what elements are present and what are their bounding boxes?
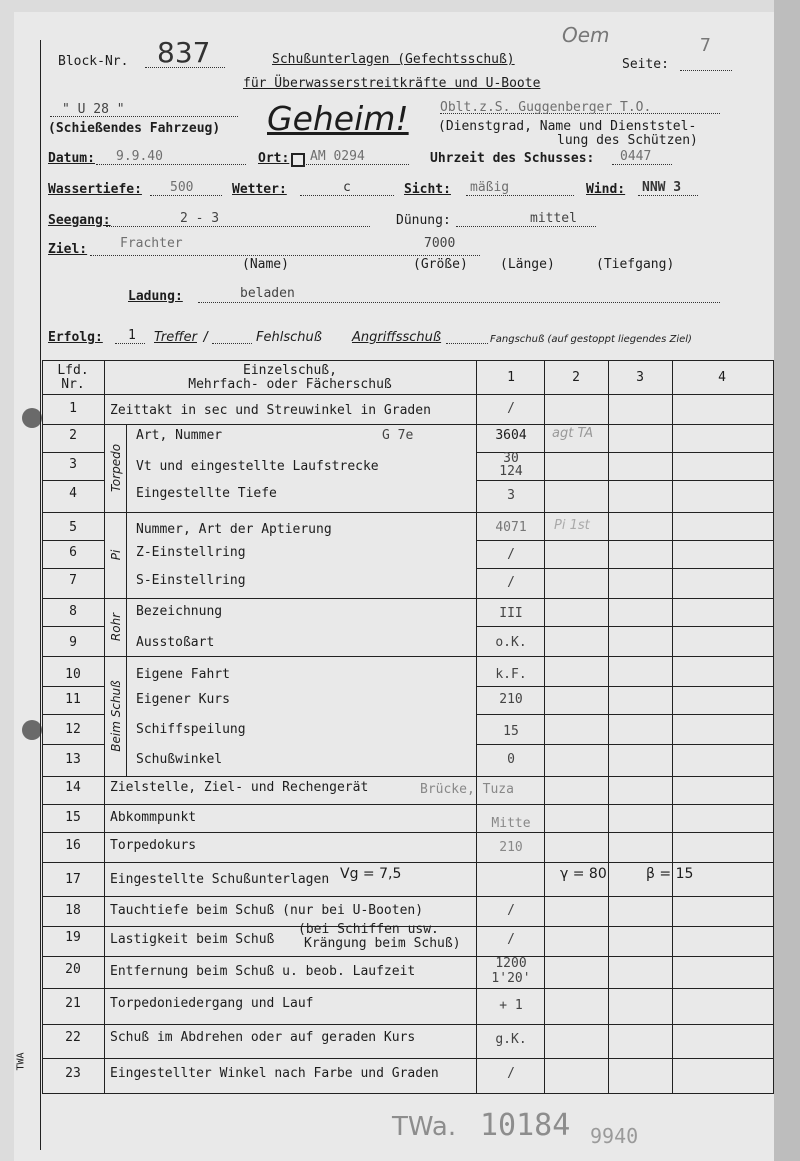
row-4-nr: 4 xyxy=(69,486,77,501)
hit-label: Treffer xyxy=(154,330,197,345)
col-head-4: 4 xyxy=(718,370,726,385)
wind-value: NNW 3 xyxy=(642,180,682,195)
row-21-value: + 1 xyxy=(499,998,523,1013)
row-8-value: III xyxy=(499,606,523,621)
location-value: AM 0294 xyxy=(310,149,365,164)
row-5-label: Nummer, Art der Aptierung xyxy=(136,522,332,537)
row-6-nr: 6 xyxy=(69,545,77,560)
row-7-nr: 7 xyxy=(69,573,77,588)
row-2-value-2: agt TA xyxy=(552,426,594,441)
col-head-3: 3 xyxy=(636,370,644,385)
col-head-1: 1 xyxy=(507,370,515,385)
row-2-label: Art, Nummer xyxy=(136,428,223,443)
row-10-nr: 10 xyxy=(65,667,81,682)
row-23-label: Eingestellter Winkel nach Farbe und Graden xyxy=(110,1066,439,1081)
row-7-value: / xyxy=(507,575,515,590)
row-5-value-2: Pi 1st xyxy=(554,518,590,533)
row-17-gamma: γ = 80 xyxy=(560,866,607,882)
size-caption: (Größe) xyxy=(413,257,468,272)
row-15-value: Mitte xyxy=(491,816,531,831)
row-21-nr: 21 xyxy=(65,996,81,1011)
location-label: Ort: xyxy=(258,151,290,166)
row-20-label: Entfernung beim Schuß u. beob. Laufzeit xyxy=(110,964,416,979)
row-1-label: Zeittakt in sec und Streuwinkel in Graden xyxy=(110,403,431,418)
target-value: Frachter xyxy=(120,236,183,251)
row-16-value: 210 xyxy=(499,840,523,855)
slash-mark: / xyxy=(202,330,210,345)
row-16-nr: 16 xyxy=(65,838,81,853)
form-title: Schußunterlagen (Gefechtsschuß) xyxy=(272,52,515,67)
row-9-nr: 9 xyxy=(69,635,77,650)
group-pi: Pi xyxy=(109,549,123,561)
miss-label: Fehlschuß xyxy=(256,330,322,345)
row-11-nr: 11 xyxy=(65,692,81,707)
row-13-nr: 13 xyxy=(65,752,81,767)
group-torpedo: Torpedo xyxy=(109,443,123,493)
secret-stamp: Geheim! xyxy=(267,99,409,138)
row-13-value: 0 xyxy=(507,752,515,767)
row-1-value: / xyxy=(507,401,515,416)
time-value: 0447 xyxy=(620,149,652,164)
row-19-note-b: Krängung beim Schuß) xyxy=(304,936,461,951)
handwritten-mark: Oem xyxy=(562,23,610,47)
length-caption: (Länge) xyxy=(500,257,555,272)
row-21-label: Torpedoniedergang und Lauf xyxy=(110,996,314,1011)
row-18-value: / xyxy=(507,903,515,918)
target-label: Ziel: xyxy=(48,242,88,257)
row-19-label: Lastigkeit beim Schuß xyxy=(110,932,275,947)
catch-shot-label: Fangschuß (auf gestoppt liegendes Ziel) xyxy=(490,334,692,345)
archive-suffix: 9940 xyxy=(590,1124,639,1148)
row-14-label: Zielstelle, Ziel- und Rechengerät xyxy=(110,780,369,795)
row-8-label: Bezeichnung xyxy=(136,604,223,619)
success-label: Erfolg: xyxy=(48,330,103,345)
row-12-value: 15 xyxy=(503,724,519,739)
col-head-lfd: Lfd. xyxy=(57,363,89,378)
row-18-nr: 18 xyxy=(65,903,81,918)
date-label: Datum: xyxy=(48,151,95,166)
shooter-caption-1: (Dienstgrad, Name und Dienststel- xyxy=(438,119,697,134)
name-caption: (Name) xyxy=(242,257,289,272)
row-23-nr: 23 xyxy=(65,1066,81,1081)
swell-value: mittel xyxy=(530,211,577,226)
row-20-value-a: 1200 xyxy=(495,956,527,971)
row-9-label: Ausstoßart xyxy=(136,635,215,650)
row-3-nr: 3 xyxy=(69,457,77,472)
row-20-nr: 20 xyxy=(65,962,81,977)
wind-label: Wind: xyxy=(586,182,626,197)
margin-note: TWA xyxy=(15,1052,27,1071)
row-15-nr: 15 xyxy=(65,810,81,825)
row-3-label: Vt und eingestellte Laufstrecke xyxy=(136,459,379,474)
archive-prefix: TWa. xyxy=(392,1112,457,1142)
depth-label: Wassertiefe: xyxy=(48,182,142,197)
cargo-value: beladen xyxy=(240,286,295,301)
col-head-nr: Nr. xyxy=(61,377,85,392)
row-4-label: Eingestellte Tiefe xyxy=(136,486,277,501)
shooter-value: Oblt.z.S. Guggenberger T.O. xyxy=(440,100,652,115)
page-number: 7 xyxy=(700,35,711,56)
row-11-label: Eigener Kurs xyxy=(136,692,230,707)
row-17-beta: β = 15 xyxy=(646,866,694,882)
grid-square-icon xyxy=(291,153,305,167)
block-nr-label: Block-Nr. xyxy=(58,54,129,69)
punch-hole-top xyxy=(22,408,42,428)
row-2-nr: 2 xyxy=(69,428,77,443)
row-8-nr: 8 xyxy=(69,604,77,619)
row-1-nr: 1 xyxy=(69,401,77,416)
col-head-single-shot: Einzelschuß, xyxy=(243,363,337,378)
row-10-value: k.F. xyxy=(495,667,527,682)
row-22-nr: 22 xyxy=(65,1030,81,1045)
row-6-label: Z-Einstellring xyxy=(136,545,246,560)
block-number: 837 xyxy=(157,36,211,69)
draft-caption: (Tiefgang) xyxy=(596,257,675,272)
page-edge xyxy=(774,0,800,1161)
row-15-label: Abkommpunkt xyxy=(110,810,197,825)
col-head-2: 2 xyxy=(572,370,580,385)
row-18-label: Tauchtiefe beim Schuß (nur bei U-Booten) xyxy=(110,903,424,918)
attack-shot-label: Angriffsschuß xyxy=(352,330,442,345)
row-12-nr: 12 xyxy=(65,722,81,737)
row-22-label: Schuß im Abdrehen oder auf geraden Kurs xyxy=(110,1030,416,1045)
row-5-value: 4071 xyxy=(495,520,527,535)
row-3-value-b: 124 xyxy=(499,464,523,479)
row-6-value: / xyxy=(507,547,515,562)
group-rohr: Rohr xyxy=(109,612,123,642)
row-14-nr: 14 xyxy=(65,780,81,795)
row-14-value: Brücke, Tuza xyxy=(420,782,514,797)
row-19-note-a: (bei Schiffen usw. xyxy=(298,922,439,937)
target-size-value: 7000 xyxy=(424,236,456,251)
row-19-value: / xyxy=(507,932,515,947)
weather-label: Wetter: xyxy=(232,182,287,197)
row-13-label: Schußwinkel xyxy=(136,752,223,767)
visibility-label: Sicht: xyxy=(404,182,451,197)
row-5-nr: 5 xyxy=(69,520,77,535)
row-17-label: Eingestellte Schußunterlagen xyxy=(110,872,330,887)
swell-label: Dünung: xyxy=(396,213,451,228)
row-7-label: S-Einstellring xyxy=(136,573,246,588)
vessel-caption: (Schießendes Fahrzeug) xyxy=(48,121,221,136)
visibility-value: mäßig xyxy=(470,180,510,195)
cargo-label: Ladung: xyxy=(128,289,183,304)
hits-count: 1 xyxy=(128,328,136,343)
row-17-vg: Vg = 7,5 xyxy=(340,866,402,882)
depth-value: 500 xyxy=(170,180,194,195)
margin-line xyxy=(40,40,41,1150)
row-19-nr: 19 xyxy=(65,930,81,945)
time-label: Uhrzeit des Schusses: xyxy=(430,151,595,166)
shot-table xyxy=(42,360,774,1094)
row-10-label: Eigene Fahrt xyxy=(136,667,230,682)
row-17-nr: 17 xyxy=(65,872,81,887)
weather-value: c xyxy=(343,180,351,195)
row-2-value: 3604 xyxy=(495,428,527,443)
punch-hole-bottom xyxy=(22,720,42,740)
row-20-value-b: 1'20' xyxy=(491,971,531,986)
row-9-value: o.K. xyxy=(495,635,527,650)
date-value: 9.9.40 xyxy=(116,149,163,164)
col-head-multi-shot: Mehrfach- oder Fächerschuß xyxy=(188,377,392,392)
row-22-value: g.K. xyxy=(495,1032,527,1047)
sea-value: 2 - 3 xyxy=(180,211,220,226)
row-23-value: / xyxy=(507,1066,515,1081)
shooter-caption-2: lung des Schützen) xyxy=(557,133,698,148)
row-11-value: 210 xyxy=(499,692,523,707)
row-12-label: Schiffspeilung xyxy=(136,722,246,737)
group-beim-schuss: Beim Schuß xyxy=(109,680,123,752)
row-2-note: G 7e xyxy=(382,428,414,443)
form-subtitle: für Überwasserstreitkräfte und U-Boote xyxy=(243,76,541,91)
row-3-value-a: 30 xyxy=(503,451,519,466)
sea-label: Seegang: xyxy=(48,213,111,228)
archive-number: 10184 xyxy=(480,1108,571,1143)
page-label: Seite: xyxy=(622,57,669,72)
vessel-value: " U 28 " xyxy=(62,102,125,117)
row-16-label: Torpedokurs xyxy=(110,838,197,853)
row-4-value: 3 xyxy=(507,488,515,503)
